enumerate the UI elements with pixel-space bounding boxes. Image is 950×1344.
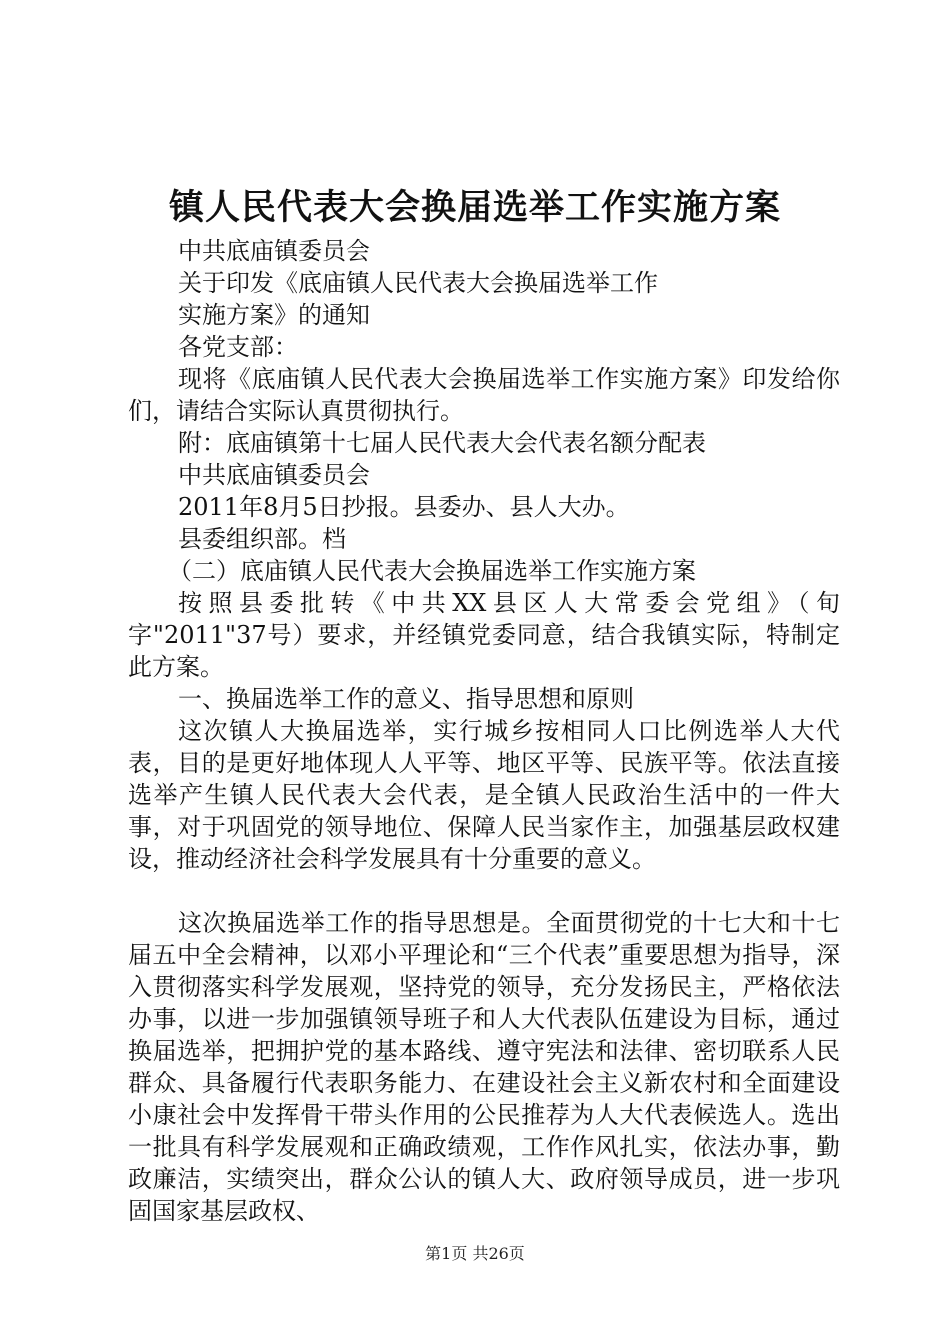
document-title: 镇人民代表大会换届选举工作实施方案 [168,187,781,228]
attachment-line: 附：底庙镇第十七届人民代表大会代表名额分配表 [178,429,706,457]
document-body [128,235,840,1227]
archive-line: 县委组织部。档 [178,525,346,553]
notice-title-line-2: 实施方案》的通知 [178,301,370,329]
notice-title-line-1: 关于印发《底庙镇人民代表大会换届选举工作 [178,269,658,297]
issuer-signature-line: 中共底庙镇委员会 [178,461,370,489]
section-heading: （二）底庙镇人民代表大会换届选举工作实施方案 [168,557,696,585]
paragraph-meaning: 这次镇人大换届选举，实行城乡按相同人口比例选举人大代表，目的是更好地体现人人平等、地区平等、民族平等。依法直接选举产生镇人民代表大会代表，是全镇人民政治生活中的一件大事，对于巩固党的领导地位、保障人民当家作主，加强基层政权建设，推动经济社会科学发展具有十分重要的意义。 [128,717,840,873]
paragraph-spacer [128,875,840,907]
paragraph-guiding-thought: 这次换届选举工作的指导思想是。全面贯彻党的十七大和十七届五中全会精神，以邓小平理论和“三个代表”重要思想为指导，深入贯彻落实科学发展观，坚持党的领导，充分发扬民主，严格依法办事，以进一步加强镇领导班子和人大代表队伍建设为目标，通过换届选举，把拥护党的基本路线、遵守宪法和法律、密切联系人民群众、具备履行代表职务能力、在建设社会主义新农村和全面建设小康社会中发挥骨干带头作用的公民推荐为人大代表候选人。选出一批具有科学发展观和正确政绩观，工作作风扎实，依法办事，勤政廉洁，实绩突出，群众公认的镇人大、政府领导成员，进一步巩固国家基层政权、 [128,909,840,1225]
date-and-report-line: 2011年8月5日抄报。县委办、县人大办。 [178,493,630,521]
intro-paragraph: 按照县委批转《中共XX县区人大常委会党组》（旬字"2011"37号）要求，并经镇党委同意，结合我镇实际，特制定此方案。 [128,589,840,681]
issuer-header-line: 中共底庙镇委员会 [178,237,370,265]
subheading-meaning-guidelines: 一、换届选举工作的意义、指导思想和原则 [178,685,634,713]
notice-paragraph: 现将《底庙镇人民代表大会换届选举工作实施方案》印发给你们，请结合实际认真贯彻执行。 [128,365,840,425]
recipient-line: 各党支部： [178,333,298,361]
page-number-footer: 第1页 共26页 [425,1244,525,1263]
